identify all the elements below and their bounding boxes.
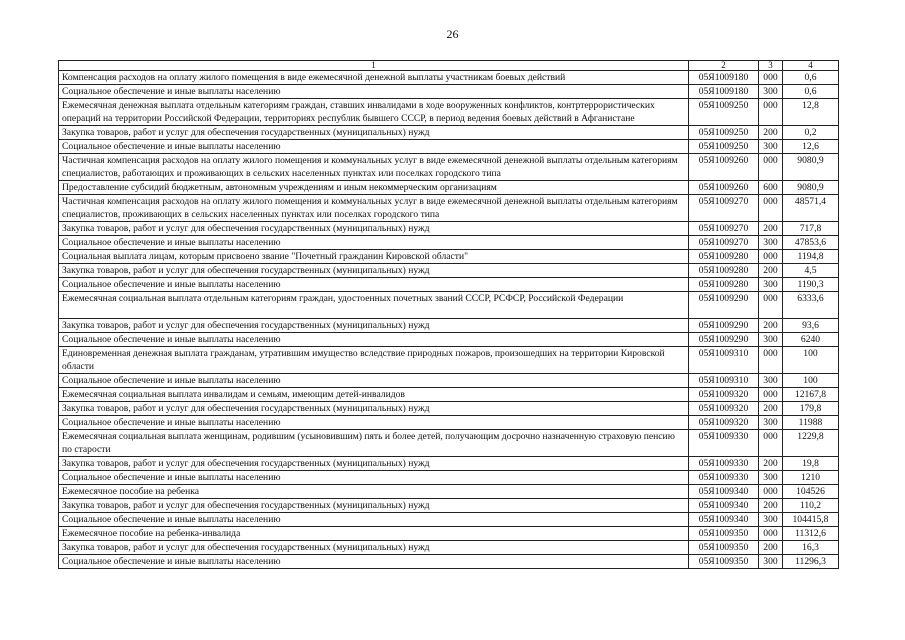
row-code-cell: 05Я1009290 (689, 333, 759, 347)
row-name-cell: Единовременная денежная выплата гражданам, утратившим имущество вследствие природных пожаров, произошедших на территории Кировской области (59, 347, 689, 374)
row-type-cell: 000 (759, 250, 783, 264)
row-name-cell: Социальное обеспечение и иные выплаты населению (59, 416, 689, 430)
table-row (59, 541, 839, 555)
row-code-cell: 05Я1009330 (689, 457, 759, 471)
row-name-cell: Социальное обеспечение и иные выплаты населению (59, 333, 689, 347)
row-type-cell: 600 (759, 181, 783, 195)
row-type-cell: 300 (759, 555, 783, 569)
row-code-cell: 05Я1009350 (689, 541, 759, 555)
row-code-cell: 05Я1009320 (689, 388, 759, 402)
row-name-cell: Частичная компенсация расходов на оплату жилого помещения и коммунальных услуг в виде ежемесячной денежной выплаты отдельным категориям специалистов, работающих и проживающих в сельских населенных пунктах или поселках городского типа (59, 154, 689, 181)
row-type-cell: 000 (759, 292, 783, 319)
row-code-cell: 05Я1009350 (689, 527, 759, 541)
row-name-cell: Закупка товаров, работ и услуг для обеспечения государственных (муниципальных) нужд (59, 402, 689, 416)
row-amount-cell: 0,2 (783, 126, 839, 140)
table-row (59, 388, 839, 402)
row-name-cell: Социальное обеспечение и иные выплаты населению (59, 140, 689, 154)
row-name-cell: Закупка товаров, работ и услуг для обеспечения государственных (муниципальных) нужд (59, 457, 689, 471)
table-row (59, 71, 839, 85)
row-type-cell: 200 (759, 402, 783, 416)
row-amount-cell: 19,8 (783, 457, 839, 471)
row-type-cell: 300 (759, 416, 783, 430)
row-name-cell: Социальная выплата лицам, которым присвоено звание "Почетный гражданин Кировской области" (59, 250, 689, 264)
row-type-cell: 000 (759, 71, 783, 85)
row-type-cell: 200 (759, 264, 783, 278)
row-amount-cell: 9080,9 (783, 181, 839, 195)
row-amount-cell: 100 (783, 347, 839, 374)
table-row (59, 154, 839, 181)
row-name-cell: Закупка товаров, работ и услуг для обеспечения государственных (муниципальных) нужд (59, 319, 689, 333)
row-type-cell: 000 (759, 99, 783, 126)
table-row (59, 333, 839, 347)
column-header-amount: 4 (783, 61, 839, 71)
table-row (59, 126, 839, 140)
column-header-code: 2 (689, 61, 759, 71)
table-row (59, 99, 839, 126)
row-name-cell: Закупка товаров, работ и услуг для обеспечения государственных (муниципальных) нужд (59, 541, 689, 555)
row-code-cell: 05Я1009270 (689, 222, 759, 236)
row-code-cell: 05Я1009280 (689, 278, 759, 292)
row-name-cell: Частичная компенсация расходов на оплату жилого помещения и коммунальных услуг в виде ежемесячной денежной выплаты отдельным категориям специалистов, проживающих в сельских населенных пунктах или поселках городского типа (59, 195, 689, 222)
row-code-cell: 05Я1009330 (689, 471, 759, 485)
table-row (59, 555, 839, 569)
row-name-cell: Закупка товаров, работ и услуг для обеспечения государственных (муниципальных) нужд (59, 222, 689, 236)
row-name-cell: Социальное обеспечение и иные выплаты населению (59, 236, 689, 250)
row-name-cell: Ежемесячная социальная выплата отдельным категориям граждан, удостоенных почетных званий СССР, РСФСР, Российской Федерации (59, 292, 689, 319)
table-row (59, 85, 839, 99)
row-amount-cell: 717,8 (783, 222, 839, 236)
row-name-cell: Компенсация расходов на оплату жилого помещения в виде ежемесячной денежной выплаты участникам боевых действий (59, 71, 689, 85)
table-body (59, 71, 839, 569)
row-type-cell: 000 (759, 430, 783, 457)
row-amount-cell: 0,6 (783, 85, 839, 99)
row-code-cell: 05Я1009260 (689, 154, 759, 181)
row-name-cell: Закупка товаров, работ и услуг для обеспечения государственных (муниципальных) нужд (59, 126, 689, 140)
column-header-type: 3 (759, 61, 783, 71)
page-number: 26 (446, 27, 459, 41)
row-code-cell: 05Я1009260 (689, 181, 759, 195)
row-code-cell: 05Я1009280 (689, 250, 759, 264)
row-amount-cell: 104415,8 (783, 513, 839, 527)
row-name-cell: Ежемесячное пособие на ребенка-инвалида (59, 527, 689, 541)
row-amount-cell: 9080,9 (783, 154, 839, 181)
row-amount-cell: 12167,8 (783, 388, 839, 402)
row-amount-cell: 16,3 (783, 541, 839, 555)
row-amount-cell: 93,6 (783, 319, 839, 333)
table-row (59, 236, 839, 250)
table-row (59, 278, 839, 292)
row-amount-cell: 1190,3 (783, 278, 839, 292)
table-row (59, 416, 839, 430)
row-amount-cell: 100 (783, 374, 839, 388)
row-type-cell: 000 (759, 154, 783, 181)
table-row (59, 292, 839, 319)
table-row (59, 264, 839, 278)
table-row (59, 250, 839, 264)
row-name-cell: Закупка товаров, работ и услуг для обеспечения государственных (муниципальных) нужд (59, 499, 689, 513)
row-type-cell: 300 (759, 278, 783, 292)
row-type-cell: 300 (759, 513, 783, 527)
row-type-cell: 000 (759, 388, 783, 402)
table-header-row (59, 61, 839, 71)
row-name-cell: Социальное обеспечение и иные выплаты населению (59, 374, 689, 388)
row-name-cell: Ежемесячная денежная выплата отдельным категориям граждан, ставших инвалидами в ходе вооруженных конфликтов, контртеррористических операций на территории Российской Федерации, территориях республик бывшего СССР, в период ведения боевых действий в Афганистане (59, 99, 689, 126)
row-name-cell: Социальное обеспечение и иные выплаты населению (59, 513, 689, 527)
table-row (59, 195, 839, 222)
table-row (59, 222, 839, 236)
row-code-cell: 05Я1009270 (689, 236, 759, 250)
row-type-cell: 000 (759, 195, 783, 222)
row-type-cell: 000 (759, 485, 783, 499)
row-type-cell: 300 (759, 333, 783, 347)
row-type-cell: 300 (759, 140, 783, 154)
table-row (59, 402, 839, 416)
row-type-cell: 300 (759, 85, 783, 99)
column-header-name: 1 (59, 61, 689, 71)
row-code-cell: 05Я1009320 (689, 402, 759, 416)
row-name-cell: Ежемесячное пособие на ребенка (59, 485, 689, 499)
table-row (59, 513, 839, 527)
table-row (59, 430, 839, 457)
table-row (59, 485, 839, 499)
row-code-cell: 05Я1009290 (689, 292, 759, 319)
row-type-cell: 200 (759, 541, 783, 555)
row-code-cell: 05Я1009250 (689, 99, 759, 126)
row-amount-cell: 1229,8 (783, 430, 839, 457)
row-amount-cell: 104526 (783, 485, 839, 499)
row-amount-cell: 179,8 (783, 402, 839, 416)
row-type-cell: 300 (759, 236, 783, 250)
row-type-cell: 200 (759, 222, 783, 236)
row-amount-cell: 11296,3 (783, 555, 839, 569)
row-amount-cell: 6333,6 (783, 292, 839, 319)
row-amount-cell: 11312,6 (783, 527, 839, 541)
row-amount-cell: 12,8 (783, 99, 839, 126)
row-amount-cell: 110,2 (783, 499, 839, 513)
row-type-cell: 300 (759, 374, 783, 388)
row-type-cell: 200 (759, 126, 783, 140)
row-amount-cell: 0,6 (783, 71, 839, 85)
row-code-cell: 05Я1009330 (689, 430, 759, 457)
row-name-cell: Социальное обеспечение и иные выплаты населению (59, 85, 689, 99)
row-name-cell: Предоставление субсидий бюджетным, автономным учреждениям и иным некоммерческим организациям (59, 181, 689, 195)
row-code-cell: 05Я1009310 (689, 374, 759, 388)
row-code-cell: 05Я1009180 (689, 71, 759, 85)
row-code-cell: 05Я1009320 (689, 416, 759, 430)
row-type-cell: 200 (759, 457, 783, 471)
row-code-cell: 05Я1009340 (689, 513, 759, 527)
row-name-cell: Социальное обеспечение и иные выплаты населению (59, 471, 689, 485)
row-name-cell: Социальное обеспечение и иные выплаты населению (59, 555, 689, 569)
table-row (59, 181, 839, 195)
row-type-cell: 000 (759, 347, 783, 374)
table-row (59, 347, 839, 374)
row-amount-cell: 4,5 (783, 264, 839, 278)
row-code-cell: 05Я1009340 (689, 499, 759, 513)
table-row (59, 374, 839, 388)
table-row (59, 471, 839, 485)
table-row (59, 527, 839, 541)
row-type-cell: 300 (759, 471, 783, 485)
row-code-cell: 05Я1009250 (689, 140, 759, 154)
table-row (59, 457, 839, 471)
row-name-cell: Ежемесячная социальная выплата инвалидам и семьям, имеющим детей-инвалидов (59, 388, 689, 402)
row-amount-cell: 11988 (783, 416, 839, 430)
row-code-cell: 05Я1009280 (689, 264, 759, 278)
row-amount-cell: 12,6 (783, 140, 839, 154)
row-amount-cell: 6240 (783, 333, 839, 347)
row-amount-cell: 1194,8 (783, 250, 839, 264)
row-name-cell: Ежемесячная социальная выплата женщинам, родившим (усыновившим) пять и более детей, получающим досрочно назначенную страховую пенсию по старости (59, 430, 689, 457)
row-type-cell: 000 (759, 527, 783, 541)
row-name-cell: Социальное обеспечение и иные выплаты населению (59, 278, 689, 292)
row-code-cell: 05Я1009250 (689, 126, 759, 140)
row-code-cell: 05Я1009180 (689, 85, 759, 99)
table-row (59, 140, 839, 154)
table-row (59, 319, 839, 333)
row-amount-cell: 1210 (783, 471, 839, 485)
row-code-cell: 05Я1009310 (689, 347, 759, 374)
row-amount-cell: 48571,4 (783, 195, 839, 222)
row-type-cell: 200 (759, 499, 783, 513)
row-code-cell: 05Я1009270 (689, 195, 759, 222)
row-type-cell: 200 (759, 319, 783, 333)
row-code-cell: 05Я1009350 (689, 555, 759, 569)
row-amount-cell: 47853,6 (783, 236, 839, 250)
row-name-cell: Закупка товаров, работ и услуг для обеспечения государственных (муниципальных) нужд (59, 264, 689, 278)
row-code-cell: 05Я1009340 (689, 485, 759, 499)
row-code-cell: 05Я1009290 (689, 319, 759, 333)
table-row (59, 499, 839, 513)
budget-table (58, 60, 839, 569)
